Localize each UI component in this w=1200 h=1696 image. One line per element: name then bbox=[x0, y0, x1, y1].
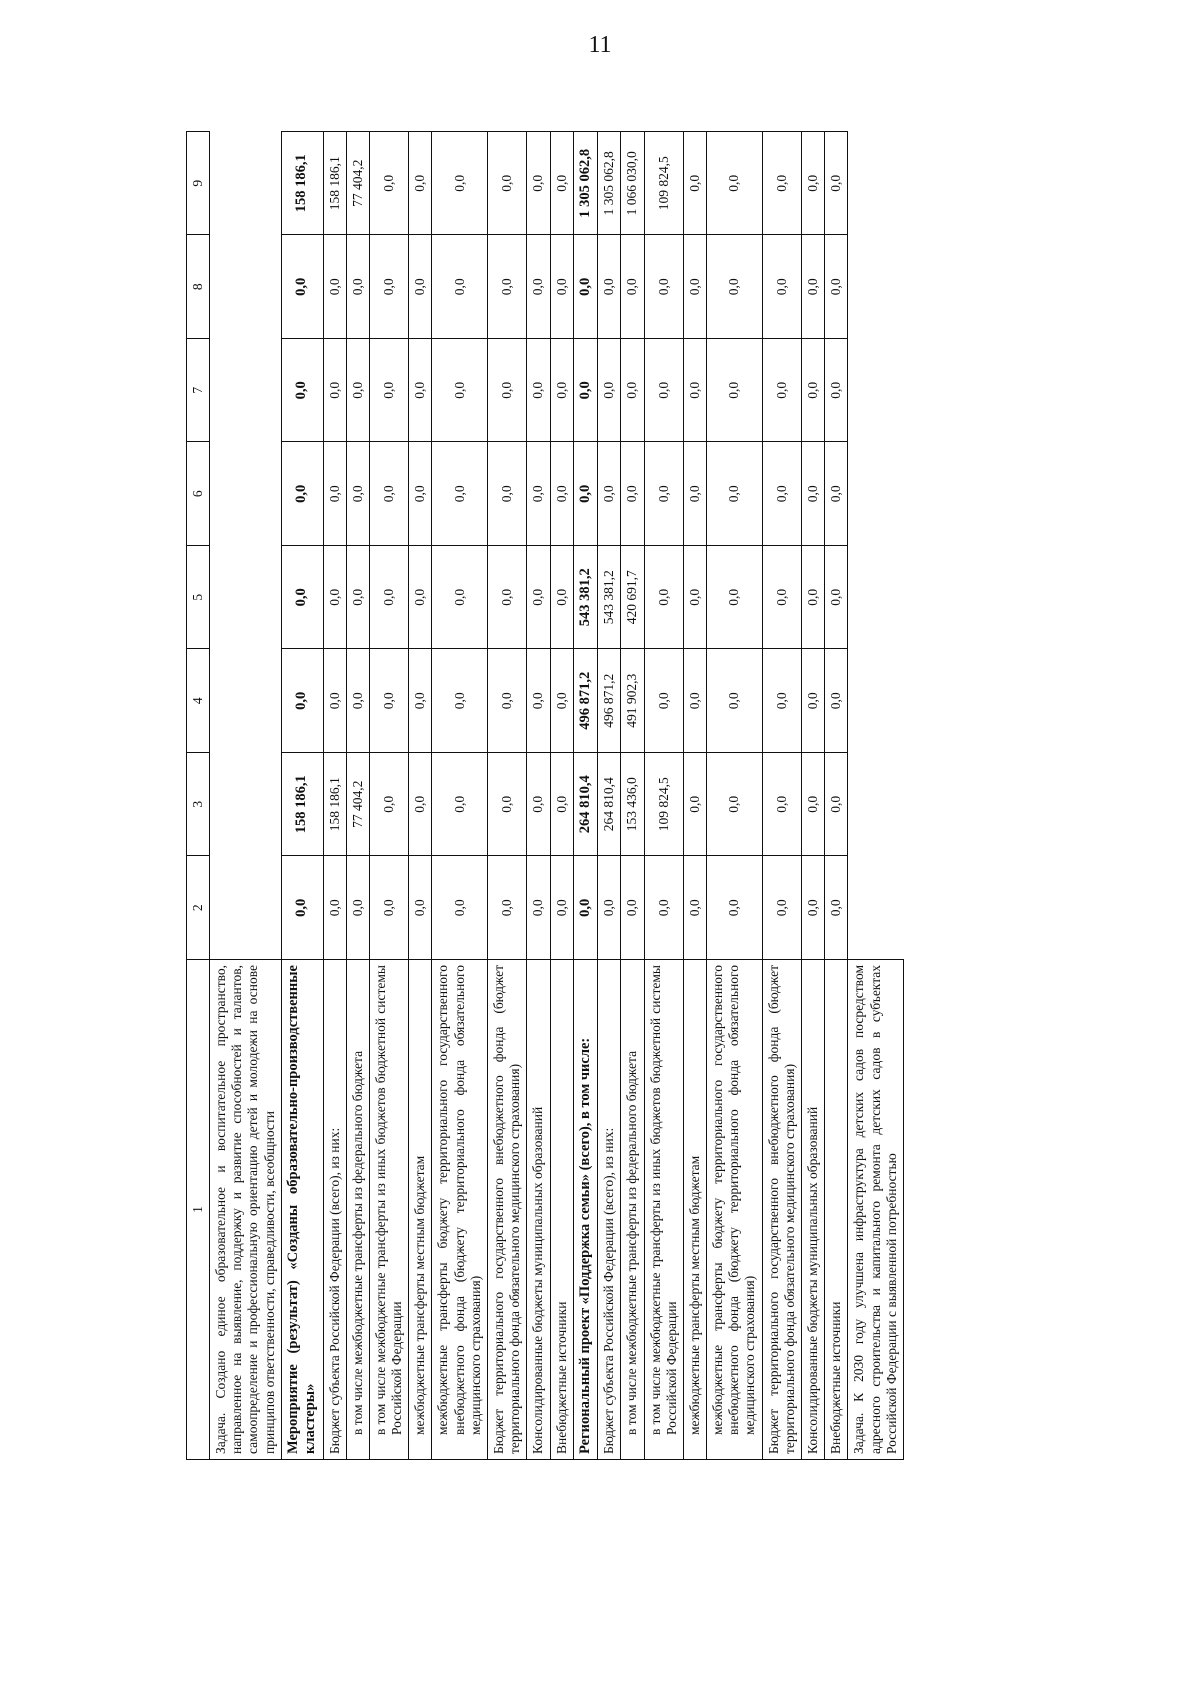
column-header: 2 bbox=[187, 856, 210, 960]
row-label: в том числе межбюджетные трансферты из иных бюджетов бюджетной системы Российской Федерации bbox=[644, 960, 683, 1460]
table-row bbox=[281, 132, 323, 1460]
value-cell: 0,0 bbox=[598, 856, 621, 960]
value-cell: 0,0 bbox=[346, 339, 369, 443]
value-cell: 0,0 bbox=[488, 339, 527, 443]
row-label: Внебюджетные источники bbox=[825, 960, 848, 1460]
value-cell: 109 824,5 bbox=[644, 132, 683, 236]
value-cell: 0,0 bbox=[707, 546, 763, 650]
table-row bbox=[550, 132, 573, 1460]
value-cell: 0,0 bbox=[346, 235, 369, 339]
value-cell: 0,0 bbox=[369, 856, 408, 960]
row-label: Внебюджетные источники bbox=[550, 960, 573, 1460]
value-cell: 0,0 bbox=[825, 235, 848, 339]
value-cell: 0,0 bbox=[550, 546, 573, 650]
value-cell: 0,0 bbox=[573, 442, 597, 546]
row-label: Региональный проект «Поддержка семьи» (всего), в том числе: bbox=[573, 960, 597, 1460]
column-header: 4 bbox=[187, 649, 210, 753]
value-cell: 0,0 bbox=[527, 856, 550, 960]
value-cell: 543 381,2 bbox=[598, 546, 621, 650]
value-cell: 496 871,2 bbox=[598, 649, 621, 753]
value-cell: 0,0 bbox=[527, 546, 550, 650]
row-label: Задача. К 2030 году улучшена инфраструктура детских садов посредством адресного строительства и капитального ремонта детских садов в субъектах Российской Федерации с выявленной потребностью bbox=[848, 960, 904, 1460]
value-cell: 0,0 bbox=[707, 753, 763, 857]
value-cell: 0,0 bbox=[369, 753, 408, 857]
value-cell: 0,0 bbox=[598, 442, 621, 546]
value-cell: 0,0 bbox=[527, 235, 550, 339]
row-label: межбюджетные трансферты бюджету территориального государственного внебюджетного фонда (бюджету территориального фонда обязательного медицинского страхования) bbox=[432, 960, 488, 1460]
value-cell: 0,0 bbox=[598, 235, 621, 339]
value-cell: 0,0 bbox=[825, 856, 848, 960]
value-cell: 264 810,4 bbox=[598, 753, 621, 857]
row-label: в том числе межбюджетные трансферты из федерального бюджета bbox=[346, 960, 369, 1460]
value-cell: 0,0 bbox=[409, 856, 432, 960]
value-cell: 0,0 bbox=[825, 546, 848, 650]
value-cell: 0,0 bbox=[323, 442, 346, 546]
row-label: Бюджет территориального государственного внебюджетного фонда (бюджет территориального фонда обязательного медицинского страхования) bbox=[762, 960, 801, 1460]
value-cell: 0,0 bbox=[409, 442, 432, 546]
rotated-table-wrapper bbox=[186, 132, 1046, 1460]
column-number-row bbox=[187, 132, 210, 1460]
value-cell: 0,0 bbox=[432, 235, 488, 339]
value-cell: 0,0 bbox=[707, 132, 763, 236]
value-cell: 158 186,1 bbox=[323, 753, 346, 857]
value-cell: 0,0 bbox=[762, 649, 801, 753]
value-cell: 0,0 bbox=[825, 132, 848, 236]
value-cell: 0,0 bbox=[488, 649, 527, 753]
value-cell: 0,0 bbox=[825, 339, 848, 443]
value-cell: 0,0 bbox=[683, 753, 706, 857]
table-row bbox=[369, 132, 408, 1460]
value-cell: 0,0 bbox=[488, 235, 527, 339]
row-label: Бюджет субъекта Российской Федерации (всего), из них: bbox=[598, 960, 621, 1460]
value-cell: 0,0 bbox=[683, 546, 706, 650]
value-cell: 0,0 bbox=[369, 442, 408, 546]
value-cell: 0,0 bbox=[323, 649, 346, 753]
table-row bbox=[210, 132, 282, 1460]
value-cell: 0,0 bbox=[281, 856, 323, 960]
value-cell: 158 186,1 bbox=[281, 753, 323, 857]
table-row bbox=[802, 132, 825, 1460]
row-label: Бюджет территориального государственного внебюджетного фонда (бюджет территориального фонда обязательного медицинского страхования) bbox=[488, 960, 527, 1460]
column-header: 6 bbox=[187, 442, 210, 546]
row-label: Задача. Создано единое образовательное и воспитательное пространство, направленное на выявление, поддержку и развитие способностей и талантов, самоопределение и профессиональную ориентацию детей и молодежи на основе принципов ответственности, справедливости, всеобщности bbox=[210, 960, 282, 1460]
value-cell: 0,0 bbox=[802, 753, 825, 857]
table-row bbox=[621, 132, 644, 1460]
column-header: 7 bbox=[187, 339, 210, 443]
value-cell: 0,0 bbox=[281, 649, 323, 753]
row-label: Консолидированные бюджеты муниципальных образований bbox=[802, 960, 825, 1460]
row-label: Консолидированные бюджеты муниципальных образований bbox=[527, 960, 550, 1460]
value-cell: 0,0 bbox=[323, 339, 346, 443]
value-cell: 0,0 bbox=[488, 753, 527, 857]
value-cell: 0,0 bbox=[488, 856, 527, 960]
row-label: Мероприятие (результат) «Созданы образовательно-производственные кластеры» bbox=[281, 960, 323, 1460]
value-cell: 0,0 bbox=[346, 649, 369, 753]
task-empty-cell bbox=[210, 132, 282, 960]
value-cell: 0,0 bbox=[598, 339, 621, 443]
column-header: 1 bbox=[187, 960, 210, 1460]
table-row bbox=[346, 132, 369, 1460]
row-label: в том числе межбюджетные трансферты из иных бюджетов бюджетной системы Российской Федерации bbox=[369, 960, 408, 1460]
value-cell: 0,0 bbox=[323, 235, 346, 339]
value-cell: 0,0 bbox=[409, 339, 432, 443]
value-cell: 0,0 bbox=[683, 649, 706, 753]
value-cell: 0,0 bbox=[369, 339, 408, 443]
value-cell: 0,0 bbox=[550, 235, 573, 339]
value-cell: 0,0 bbox=[644, 649, 683, 753]
value-cell: 0,0 bbox=[621, 442, 644, 546]
column-header: 8 bbox=[187, 235, 210, 339]
value-cell: 0,0 bbox=[550, 442, 573, 546]
page-number: 11 bbox=[588, 32, 612, 58]
table-row bbox=[848, 132, 904, 1460]
value-cell: 0,0 bbox=[488, 132, 527, 236]
value-cell: 153 436,0 bbox=[621, 753, 644, 857]
value-cell: 0,0 bbox=[802, 442, 825, 546]
value-cell: 264 810,4 bbox=[573, 753, 597, 857]
value-cell: 0,0 bbox=[281, 235, 323, 339]
value-cell: 0,0 bbox=[527, 132, 550, 236]
value-cell: 0,0 bbox=[409, 753, 432, 857]
value-cell: 0,0 bbox=[346, 546, 369, 650]
value-cell: 0,0 bbox=[550, 132, 573, 236]
value-cell: 0,0 bbox=[802, 339, 825, 443]
value-cell: 0,0 bbox=[369, 235, 408, 339]
value-cell: 158 186,1 bbox=[323, 132, 346, 236]
value-cell: 0,0 bbox=[683, 132, 706, 236]
value-cell: 0,0 bbox=[621, 856, 644, 960]
value-cell: 0,0 bbox=[707, 856, 763, 960]
value-cell: 0,0 bbox=[550, 339, 573, 443]
value-cell: 0,0 bbox=[527, 753, 550, 857]
value-cell: 0,0 bbox=[644, 546, 683, 650]
value-cell: 158 186,1 bbox=[281, 132, 323, 236]
value-cell: 1 066 030,0 bbox=[621, 132, 644, 236]
value-cell: 0,0 bbox=[762, 546, 801, 650]
value-cell: 0,0 bbox=[432, 546, 488, 650]
table-row bbox=[432, 132, 488, 1460]
row-label: межбюджетные трансферты местным бюджетам bbox=[683, 960, 706, 1460]
value-cell: 0,0 bbox=[707, 339, 763, 443]
table-row bbox=[527, 132, 550, 1460]
value-cell: 0,0 bbox=[621, 235, 644, 339]
value-cell: 1 305 062,8 bbox=[598, 132, 621, 236]
table-row bbox=[644, 132, 683, 1460]
value-cell: 543 381,2 bbox=[573, 546, 597, 650]
row-label: Бюджет субъекта Российской Федерации (всего), из них: bbox=[323, 960, 346, 1460]
value-cell: 0,0 bbox=[802, 546, 825, 650]
value-cell: 0,0 bbox=[762, 235, 801, 339]
value-cell: 0,0 bbox=[802, 649, 825, 753]
table-row bbox=[707, 132, 763, 1460]
value-cell: 0,0 bbox=[707, 649, 763, 753]
value-cell: 0,0 bbox=[683, 856, 706, 960]
row-label: в том числе межбюджетные трансферты из федерального бюджета bbox=[621, 960, 644, 1460]
value-cell: 0,0 bbox=[432, 753, 488, 857]
value-cell: 1 305 062,8 bbox=[573, 132, 597, 236]
value-cell: 420 691,7 bbox=[621, 546, 644, 650]
value-cell: 0,0 bbox=[573, 235, 597, 339]
value-cell: 0,0 bbox=[802, 856, 825, 960]
value-cell: 0,0 bbox=[683, 442, 706, 546]
value-cell: 0,0 bbox=[346, 856, 369, 960]
value-cell: 0,0 bbox=[825, 753, 848, 857]
budget-table bbox=[186, 131, 904, 1460]
column-header: 5 bbox=[187, 546, 210, 650]
value-cell: 496 871,2 bbox=[573, 649, 597, 753]
value-cell: 0,0 bbox=[550, 649, 573, 753]
value-cell: 0,0 bbox=[683, 235, 706, 339]
value-cell: 0,0 bbox=[802, 132, 825, 236]
table-row bbox=[825, 132, 848, 1460]
value-cell: 0,0 bbox=[550, 856, 573, 960]
value-cell: 0,0 bbox=[644, 856, 683, 960]
row-label: межбюджетные трансферты бюджету территориального государственного внебюджетного фонда (бюджету территориального фонда обязательного медицинского страхования) bbox=[707, 960, 763, 1460]
value-cell: 0,0 bbox=[488, 442, 527, 546]
value-cell: 0,0 bbox=[707, 442, 763, 546]
value-cell: 0,0 bbox=[432, 442, 488, 546]
value-cell: 0,0 bbox=[573, 339, 597, 443]
column-header: 3 bbox=[187, 753, 210, 857]
value-cell: 77 404,2 bbox=[346, 132, 369, 236]
value-cell: 0,0 bbox=[369, 546, 408, 650]
value-cell: 109 824,5 bbox=[644, 753, 683, 857]
task-empty-cell bbox=[848, 132, 904, 960]
value-cell: 0,0 bbox=[683, 339, 706, 443]
value-cell: 0,0 bbox=[762, 339, 801, 443]
table-row bbox=[323, 132, 346, 1460]
value-cell: 0,0 bbox=[527, 442, 550, 546]
table-row bbox=[598, 132, 621, 1460]
value-cell: 0,0 bbox=[488, 546, 527, 650]
value-cell: 0,0 bbox=[762, 753, 801, 857]
value-cell: 0,0 bbox=[432, 132, 488, 236]
value-cell: 0,0 bbox=[432, 339, 488, 443]
value-cell: 0,0 bbox=[409, 132, 432, 236]
value-cell: 0,0 bbox=[432, 649, 488, 753]
value-cell: 0,0 bbox=[644, 235, 683, 339]
column-header: 9 bbox=[187, 132, 210, 236]
value-cell: 0,0 bbox=[369, 649, 408, 753]
value-cell: 0,0 bbox=[409, 235, 432, 339]
value-cell: 0,0 bbox=[527, 649, 550, 753]
row-label: межбюджетные трансферты местным бюджетам bbox=[409, 960, 432, 1460]
value-cell: 0,0 bbox=[644, 442, 683, 546]
table-row bbox=[409, 132, 432, 1460]
value-cell: 0,0 bbox=[527, 339, 550, 443]
table-row bbox=[488, 132, 527, 1460]
value-cell: 0,0 bbox=[281, 546, 323, 650]
value-cell: 0,0 bbox=[281, 442, 323, 546]
value-cell: 0,0 bbox=[825, 442, 848, 546]
value-cell: 0,0 bbox=[707, 235, 763, 339]
value-cell: 0,0 bbox=[762, 856, 801, 960]
value-cell: 0,0 bbox=[409, 649, 432, 753]
table-row bbox=[683, 132, 706, 1460]
table-row bbox=[573, 132, 597, 1460]
value-cell: 0,0 bbox=[762, 442, 801, 546]
value-cell: 0,0 bbox=[409, 546, 432, 650]
value-cell: 0,0 bbox=[432, 856, 488, 960]
value-cell: 0,0 bbox=[802, 235, 825, 339]
value-cell: 0,0 bbox=[573, 856, 597, 960]
value-cell: 491 902,3 bbox=[621, 649, 644, 753]
table-row bbox=[762, 132, 801, 1460]
value-cell: 0,0 bbox=[369, 132, 408, 236]
value-cell: 0,0 bbox=[825, 649, 848, 753]
value-cell: 0,0 bbox=[644, 339, 683, 443]
value-cell: 0,0 bbox=[323, 856, 346, 960]
value-cell: 0,0 bbox=[621, 339, 644, 443]
value-cell: 0,0 bbox=[346, 442, 369, 546]
value-cell: 0,0 bbox=[762, 132, 801, 236]
value-cell: 77 404,2 bbox=[346, 753, 369, 857]
value-cell: 0,0 bbox=[281, 339, 323, 443]
value-cell: 0,0 bbox=[323, 546, 346, 650]
value-cell: 0,0 bbox=[550, 753, 573, 857]
